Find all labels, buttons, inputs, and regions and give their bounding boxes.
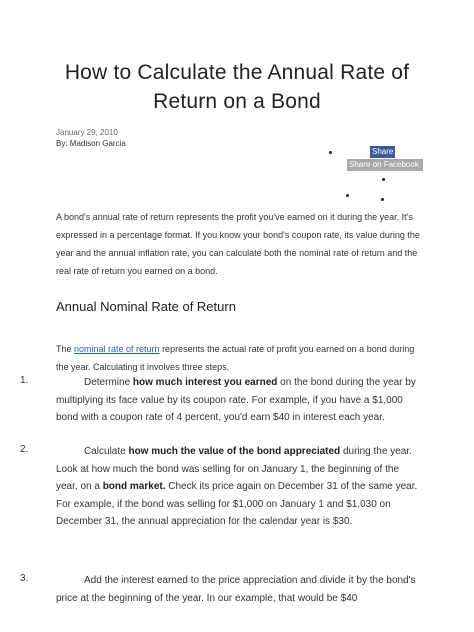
bullet-dot-icon bbox=[346, 194, 349, 197]
list-number: 1. bbox=[20, 375, 29, 386]
list-item bbox=[56, 374, 422, 427]
bullet-dot-icon bbox=[382, 178, 385, 181]
nominal-rate-link[interactable]: nominal rate of return bbox=[74, 344, 160, 354]
bullet-dot-icon bbox=[381, 198, 384, 201]
step-text: on the bond during the year by multiplying its face value by its coupon rate. For example, if you have a $1,000 bond with a coupon rate of 4 percent, you'd earn $40 in interest each year. bbox=[56, 377, 416, 423]
section-heading: Annual Nominal Rate of Return bbox=[56, 299, 236, 314]
list-item bbox=[56, 572, 422, 607]
nominal-paragraph bbox=[56, 340, 426, 376]
share-button[interactable]: Share bbox=[372, 147, 394, 156]
step-text: Calculate bbox=[84, 446, 129, 457]
article-title: How to Calculate the Annual Rate of Return on a Bond bbox=[64, 61, 410, 113]
paragraph-text: The bbox=[56, 344, 75, 354]
step-text: Check its price again on December 31 of the same year. For example, if the bond was selling for $1,000 on January 1 and $1,030 on December 31, the annual appreciation for the calendar year is $30. bbox=[56, 481, 418, 527]
share-facebook-button[interactable]: Share on Facebook bbox=[347, 159, 423, 171]
step-text: Determine bbox=[84, 377, 133, 388]
step-bold-text: how much interest you earned bbox=[132, 377, 278, 388]
step-text: Add the interest earned to the price appreciation and divide it by the bond's price at the beginning of the year. In our example, that would be $40 bbox=[56, 575, 416, 604]
step-bold-text: how much the value of the bond appreciated bbox=[128, 446, 341, 457]
bullet-dot-icon bbox=[329, 151, 332, 154]
list-number: 2. bbox=[20, 444, 29, 455]
list-number: 3. bbox=[20, 573, 29, 584]
intro-paragraph: A bond's annual rate of return represents the profit you've earned on it during the year. It's expressed in a percentage format. If you know your bond's coupon rate, its value during the year and the annual inflation rate, you can calculate both the nominal rate of return and the real rate of return you earned on a bond. bbox=[56, 212, 420, 276]
list-item bbox=[56, 443, 422, 531]
article-date: January 29, 2010 bbox=[56, 128, 118, 137]
paragraph-text: represents the actual rate of profit you earned on a bond during the year. Calculating it involves three steps. bbox=[56, 344, 415, 372]
step-text: during the year. Look at how much the bond was selling for on January 1, the beginning of the year, on a bbox=[56, 446, 412, 492]
article-author: By: Madison Garcia bbox=[56, 139, 126, 148]
step-bold-text: bond market. bbox=[102, 481, 166, 492]
